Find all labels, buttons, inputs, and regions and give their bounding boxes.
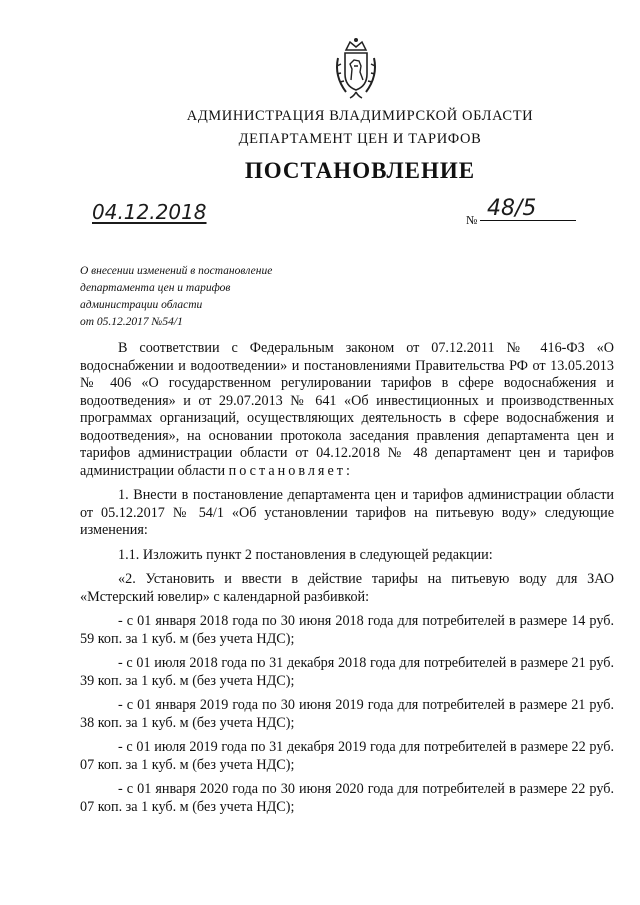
item-2-quote-paragraph: «2. Установить и ввести в действие тарифы на питьевую воду для ЗАО «Мстерский ювелир» с календарной разбивкой:: [80, 571, 614, 605]
number-label: №: [466, 213, 478, 227]
decree-word: постановляет:: [228, 462, 353, 479]
subject-line: администрации области: [80, 299, 203, 311]
document-subject: [80, 263, 380, 331]
document-body: [80, 340, 614, 823]
tariff-item: - с 01 января 2020 года по 30 июня 2020 года для потребителей в размере 22 руб. 07 коп. за 1 куб. м (без учета НДС);: [80, 781, 614, 815]
tariff-item: - с 01 января 2018 года по 30 июня 2018 года для потребителей в размере 14 руб. 59 коп. за 1 куб. м (без учета НДС);: [80, 613, 614, 647]
handwritten-date: 04.12.2018: [92, 200, 207, 224]
tariff-item: - с 01 июля 2018 года по 31 декабря 2018 года для потребителей в размере 21 руб. 39 коп. за 1 куб. м (без учета НДС);: [80, 655, 614, 689]
tariff-item: - с 01 января 2019 года по 30 июня 2019 года для потребителей в размере 21 руб. 38 коп. за 1 куб. м (без учета НДС);: [80, 697, 614, 731]
organization-name: АДМИНИСТРАЦИЯ ВЛАДИМИРСКОЙ ОБЛАСТИ: [186, 108, 534, 124]
document-type-title: ПОСТАНОВЛЕНИЕ: [244, 158, 476, 183]
coat-of-arms-icon: [332, 36, 380, 100]
item-1-paragraph: 1. Внести в постановление департамента цен и тарифов администрации области от 05.12.2017 № 54/1 «Об установлении тарифов на питьевую воду» следующие изменения:: [80, 487, 614, 538]
subject-line: О внесении изменений в постановление: [80, 265, 273, 277]
subject-line: департамента цен и тарифов: [80, 282, 231, 294]
tariff-item: - с 01 июля 2019 года по 31 декабря 2019 года для потребителей в размере 22 руб. 07 коп. за 1 куб. м (без учета НДС);: [80, 739, 614, 773]
subject-line: от 05.12.2017 №54/1: [80, 316, 183, 328]
preamble-paragraph: [80, 340, 614, 480]
preamble-text: В соответствии с Федеральным законом от 07.12.2011 № 416-ФЗ «О водоснабжении и водоотведении» и постановлениями Правительства РФ от 13.05.2013 № 406 «О государственном регулировании тарифов в сфере водоснабжения и водоотведения» и от 29.07.2013 № 641 «Об инвестиционных и производственных программах организаций, осуществляющих деятельность в сфере водоснабжения и водоотведения», на основании протокола заседания правления департамента цен и тарифов администрации области от 04.12.2018 № 48 департамент цен и тарифов администрации области: [80, 340, 614, 479]
item-1-1-paragraph: 1.1. Изложить пункт 2 постановления в следующей редакции:: [118, 546, 493, 563]
handwritten-number: 48/5: [487, 196, 537, 221]
department-name: ДЕПАРТАМЕНТ ЦЕН И ТАРИФОВ: [238, 131, 482, 147]
